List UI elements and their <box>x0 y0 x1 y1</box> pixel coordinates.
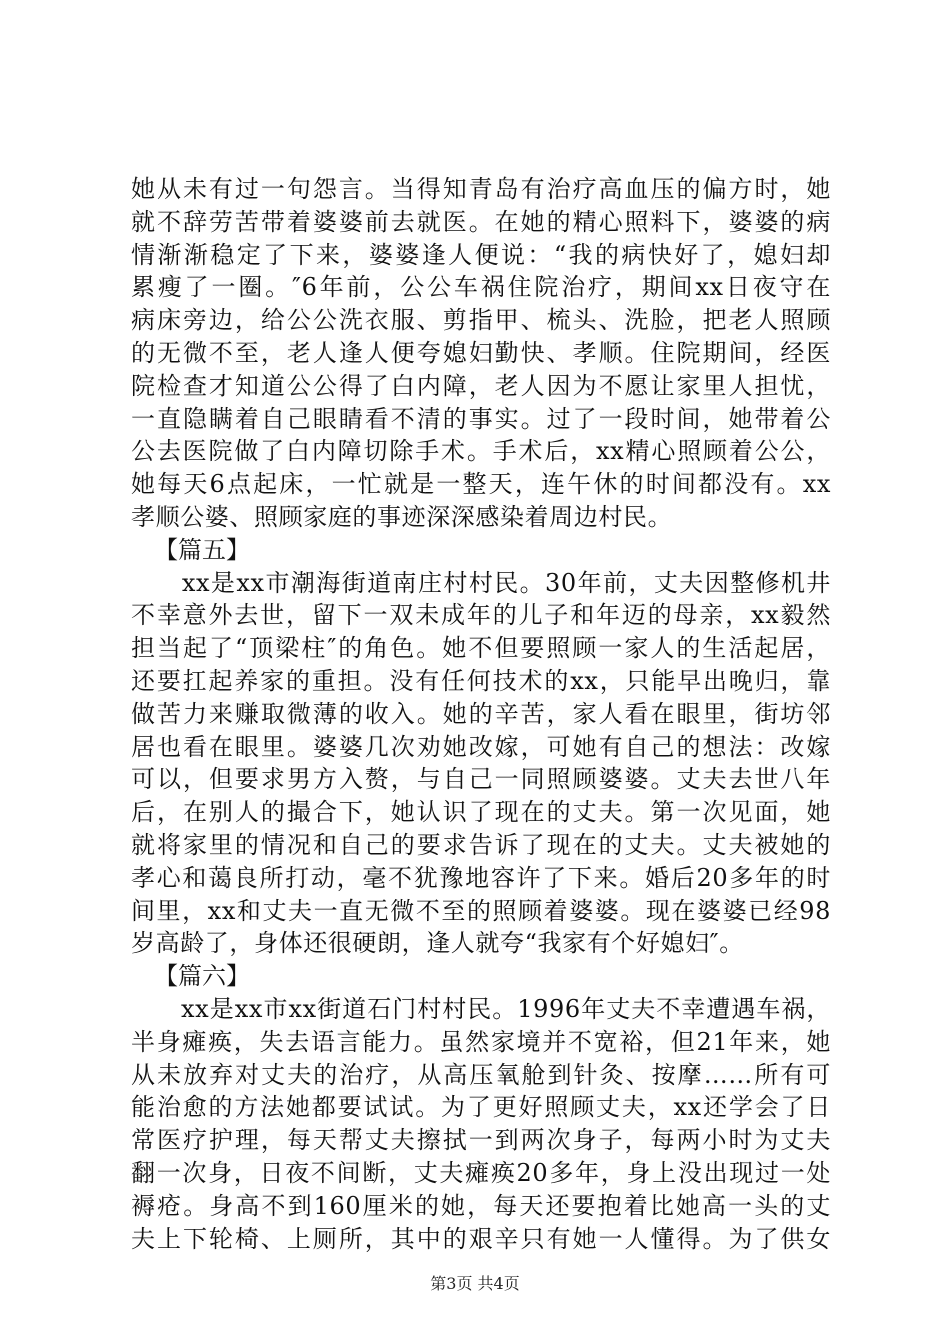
section-heading: 【篇五】 <box>154 535 250 564</box>
text-line: 孝顺公婆、照顾家庭的事迹深深感染着周边村民。 <box>131 502 673 531</box>
text-line: 一直隐瞒着自己眼睛看不清的事实。过了一段时间，她带着公 <box>131 404 831 433</box>
text-line: 做苦力来赚取微薄的收入。她的辛苦，家人看在眼里，街坊邻 <box>131 699 831 728</box>
text-line: 情渐渐稳定了下来，婆婆逢人便说：“我的病快好了，媳妇却 <box>131 240 831 269</box>
text-line: 就将家里的情况和自己的要求告诉了现在的丈夫。丈夫被她的 <box>131 830 831 859</box>
text-line: 夫上下轮椅、上厕所，其中的艰辛只有她一人懂得。为了供女 <box>131 1224 831 1253</box>
text-line: 的无微不至，老人逢人便夸媳妇勤快、孝顺。住院期间，经医 <box>131 338 831 367</box>
text-line: 间里，xx和丈夫一直无微不至的照顾着婆婆。现在婆婆已经98 <box>131 896 831 925</box>
section-heading: 【篇六】 <box>154 962 250 991</box>
text-line: 可以，但要求男方入赘，与自己一同照顾婆婆。丈夫去世八年 <box>131 765 831 794</box>
text-line: 担当起了“顶梁柱″的角色。她不但要照顾一家人的生活起居， <box>131 634 831 663</box>
text-line: 就不辞劳苦带着婆婆前去就医。在她的精心照料下，婆婆的病 <box>131 207 831 236</box>
text-line: 岁高龄了，身体还很硬朗，逢人就夸“我家有个好媳妇″。 <box>131 929 744 958</box>
text-line: 累瘦了一圈。″6年前，公公车祸住院治疗，期间xx日夜守在 <box>131 273 831 302</box>
text-line: 能治愈的方法她都要试试。为了更好照顾丈夫，xx还学会了日 <box>131 1093 831 1122</box>
text-line: 半身瘫痪，失去语言能力。虽然家境并不宽裕，但21年来，她 <box>131 1027 831 1056</box>
paragraph <box>131 567 831 961</box>
text-line: 翻一次身，日夜不间断，丈夫瘫痪20多年，身上没出现过一处 <box>131 1158 831 1187</box>
text-line: 居也看在眼里。婆婆几次劝她改嫁，可她有自己的想法：改嫁 <box>131 732 831 761</box>
text-line: 后，在别人的撮合下，她认识了现在的丈夫。第一次见面，她 <box>131 798 831 827</box>
text-line: 病床旁边，给公公洗衣服、剪指甲、梳头、洗脸，把老人照顾 <box>131 306 831 335</box>
text-line: 她从未有过一句怨言。当得知青岛有治疗高血压的偏方时，她 <box>131 175 831 203</box>
text-line: xx是xx市潮海街道南庄村村民。30年前，丈夫因整修机井 <box>131 568 831 597</box>
paragraph <box>131 993 831 1255</box>
text-line: 褥疮。身高不到160厘米的她，每天还要抱着比她高一头的丈 <box>131 1191 831 1220</box>
text-line: xx是xx市xx街道石门村村民。1996年丈夫不幸遭遇车祸， <box>131 994 831 1023</box>
text-line: 常医疗护理，每天帮丈夫擦拭一到两次身子，每两小时为丈夫 <box>131 1126 831 1155</box>
text-line: 还要扛起养家的重担。没有任何技术的xx，只能早出晚归，靠 <box>131 666 831 695</box>
text-line: 她每天6点起床，一忙就是一整天，连午休的时间都没有。xx <box>131 470 831 499</box>
text-line: 公去医院做了白内障切除手术。手术后，xx精心照顾着公公， <box>131 437 831 466</box>
text-line: 从未放弃对丈夫的治疗，从高压氧舱到针灸、按摩……所有可 <box>131 1060 831 1089</box>
body-text <box>131 173 831 1255</box>
paragraph <box>131 173 831 534</box>
text-line: 不幸意外去世，留下一双未成年的儿子和年迈的母亲，xx毅然 <box>131 601 831 630</box>
page-footer: 第3页 共4页 <box>430 1274 520 1293</box>
text-line: 孝心和蔼良所打动，毫不犹豫地容许了下来。婚后20多年的时 <box>131 863 831 892</box>
text-line: 院检查才知道公公得了白内障，老人因为不愿让家里人担忧， <box>131 371 831 400</box>
